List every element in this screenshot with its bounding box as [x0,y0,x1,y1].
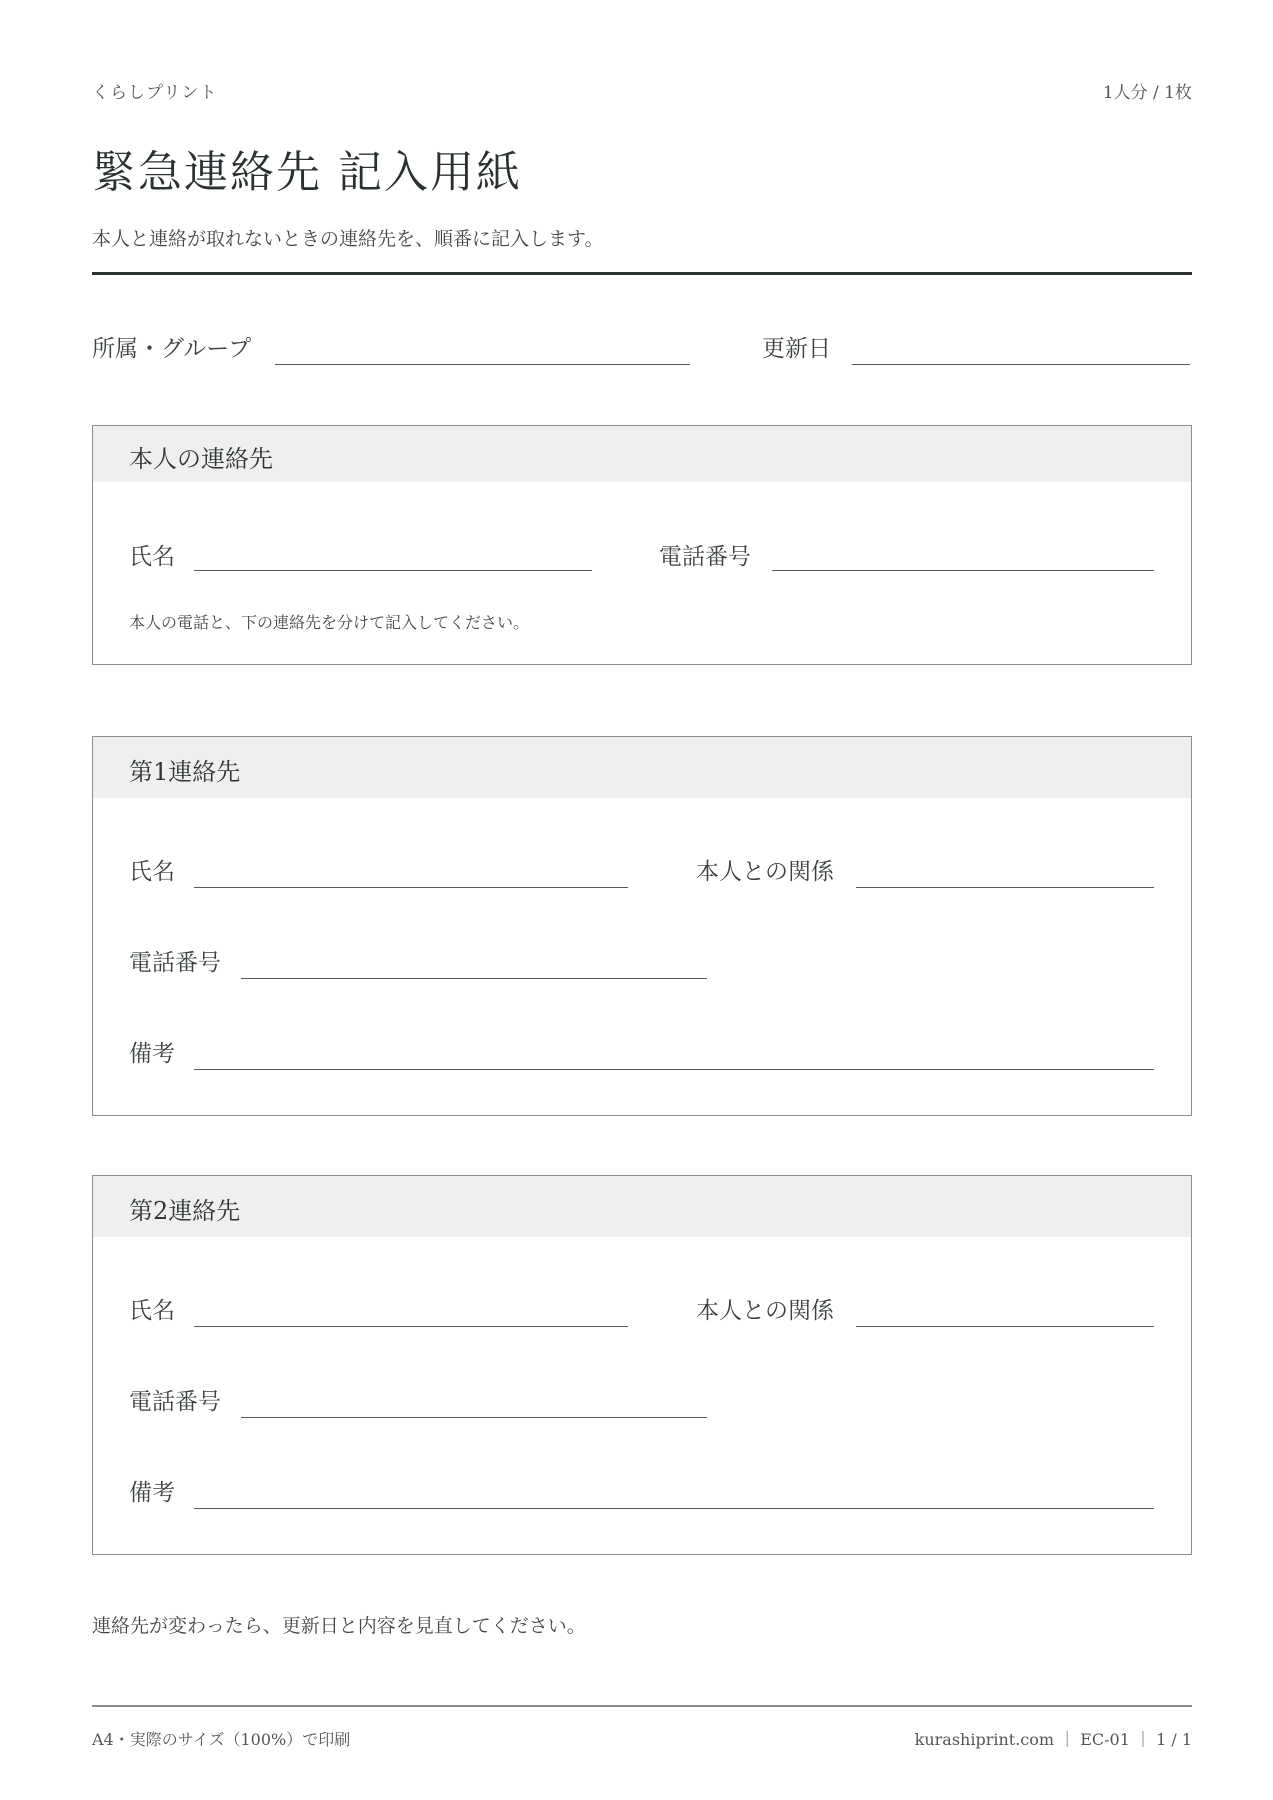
section-title: 第1連絡先 [129,758,241,786]
self-note: 本人の電話と、下の連絡先を分けて記入してください。 [129,613,530,632]
contact1-name-label: 氏名 [129,859,175,885]
self-name-label: 氏名 [129,544,175,570]
contact2-relation-field[interactable] [856,1326,1154,1327]
section-header [93,426,1191,482]
section-header [93,1176,1191,1237]
contact2-phone-label: 電話番号 [129,1389,221,1415]
page-count: 1人分 / 1枚 [1102,83,1192,103]
header-divider [92,272,1192,275]
updated-date-field[interactable] [852,364,1190,365]
contact1-name-field[interactable] [194,887,628,888]
self-name-field[interactable] [194,570,592,571]
page-title: 緊急連絡先 記入用紙 [92,147,522,198]
contact1-remarks-field[interactable] [194,1069,1154,1070]
site-info: kurashiprint.com ｜ EC-01 ｜ 1 / 1 [914,1730,1192,1749]
group-field[interactable] [275,364,690,365]
contact2-name-label: 氏名 [129,1298,175,1324]
section-title: 第2連絡先 [129,1197,241,1225]
group-label: 所属・グループ [92,336,252,362]
footer-note: 連絡先が変わったら、更新日と内容を見直してください。 [92,1615,586,1637]
self-phone-label: 電話番号 [659,544,751,570]
contact2-section [92,1175,1192,1555]
contact1-relation-label: 本人との関係 [696,859,834,885]
self-phone-field[interactable] [772,570,1154,571]
contact1-phone-field[interactable] [241,978,707,979]
page-subtitle: 本人と連絡が取れないときの連絡先を、順番に記入します。 [92,228,604,250]
brand-name: くらしプリント [92,83,218,103]
contact1-phone-label: 電話番号 [129,950,221,976]
contact2-relation-label: 本人との関係 [696,1298,834,1324]
contact2-phone-field[interactable] [241,1417,707,1418]
contact2-name-field[interactable] [194,1326,628,1327]
contact1-remarks-label: 備考 [129,1041,175,1067]
contact2-remarks-label: 備考 [129,1480,175,1506]
updated-date-label: 更新日 [762,336,831,362]
contact1-relation-field[interactable] [856,887,1154,888]
contact2-remarks-field[interactable] [194,1508,1154,1509]
footer-divider [92,1705,1192,1707]
contact1-section [92,736,1192,1116]
section-header [93,737,1191,798]
self-contact-section [92,425,1192,665]
section-title: 本人の連絡先 [129,445,273,473]
print-note: A4・実際のサイズ（100%）で印刷 [92,1730,351,1749]
